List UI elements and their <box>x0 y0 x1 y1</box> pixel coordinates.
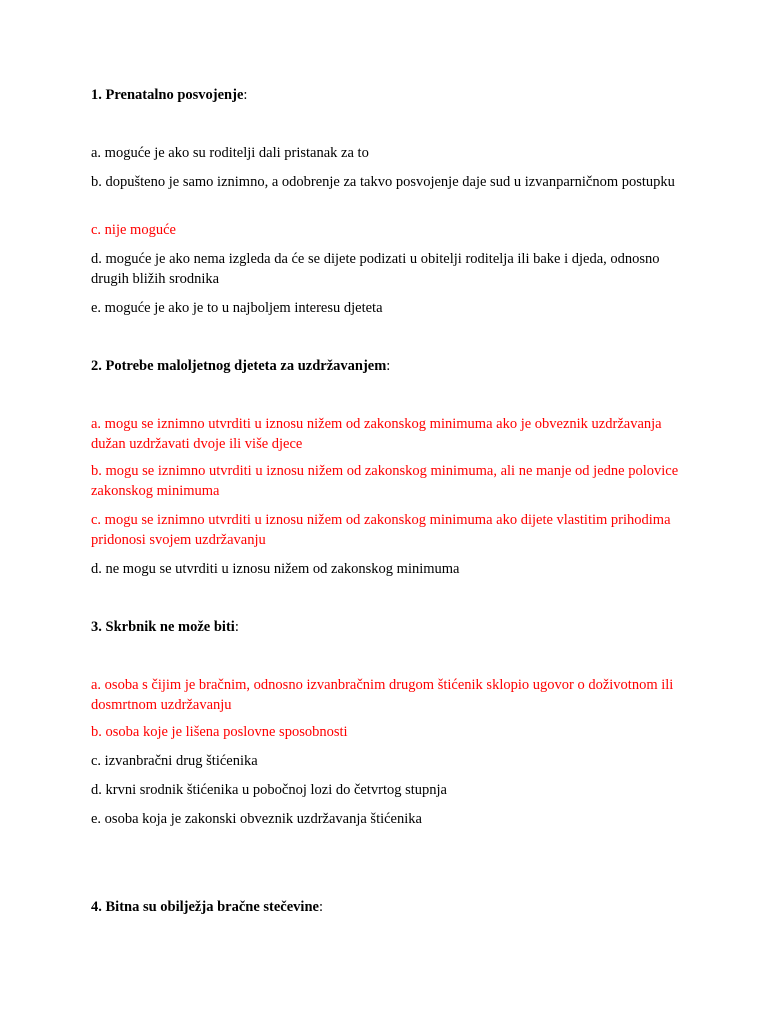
question-number: 2. <box>91 358 102 374</box>
question-colon: : <box>386 358 391 374</box>
question-2-heading <box>91 356 681 376</box>
question-colon: : <box>243 87 248 103</box>
answer-1b: b. dopušteno je samo iznimno, a odobrenje za takvo posvojenje daje sud u izvanparničnom postupku <box>91 174 675 190</box>
question-colon: : <box>318 899 323 915</box>
answer-3b: b. osoba koje je lišena poslovne sposobnosti <box>91 724 348 740</box>
answer-1c: c. nije moguće <box>91 222 176 238</box>
answer-2b: b. mogu se iznimno utvrditi u iznosu nižem od zakonskog minimuma, ali ne manje od jedne polovice zakonskog minimuma <box>91 463 679 499</box>
answer-3c: c. izvanbračni drug štićenika <box>91 753 258 769</box>
answer-1d: d. moguće je ako nema izgleda da će se dijete podizati u obitelji roditelja ili bake i djeda, odnosno drugih bližih srodnika <box>91 251 660 287</box>
question-1-heading <box>91 85 681 105</box>
answer-3a: a. osoba s čijim je bračnim, odnosno izvanbračnim drugom štićenik sklopio ugovor o doživotnom ili dosmrtnom uzdržavanju <box>91 677 674 713</box>
question-4-heading <box>91 897 681 917</box>
question-text: Bitna su obilježja bračne stečevine <box>105 899 319 915</box>
question-number: 3. <box>91 619 102 635</box>
answer-2d: d. ne mogu se utvrditi u iznosu nižem od zakonskog minimuma <box>91 561 460 577</box>
question-number: 4. <box>91 899 102 915</box>
question-text: Prenatalno posvojenje <box>105 87 244 103</box>
answer-1a: a. moguće je ako su roditelji dali pristanak za to <box>91 145 369 161</box>
question-3-heading <box>91 617 681 637</box>
answer-3d: d. krvni srodnik štićenika u pobočnoj lozi do četvrtog stupnja <box>91 782 447 798</box>
answer-2a: a. mogu se iznimno utvrditi u iznosu nižem od zakonskog minimuma ako je obveznik uzdržavanja dužan uzdržavati dvoje ili više djece <box>91 416 662 452</box>
question-number: 1. <box>91 87 102 103</box>
answer-2c: c. mogu se iznimno utvrditi u iznosu nižem od zakonskog minimuma ako dijete vlastitim prihodima pridonosi svojem uzdržavanju <box>91 512 671 548</box>
answer-3e: e. osoba koja je zakonski obveznik uzdržavanja štićenika <box>91 811 422 827</box>
answer-1e: e. moguće je ako je to u najboljem interesu djeteta <box>91 300 383 316</box>
question-text: Potrebe maloljetnog djeteta za uzdržavanjem <box>105 358 387 374</box>
question-colon: : <box>234 619 239 635</box>
question-text: Skrbnik ne može biti <box>105 619 235 635</box>
